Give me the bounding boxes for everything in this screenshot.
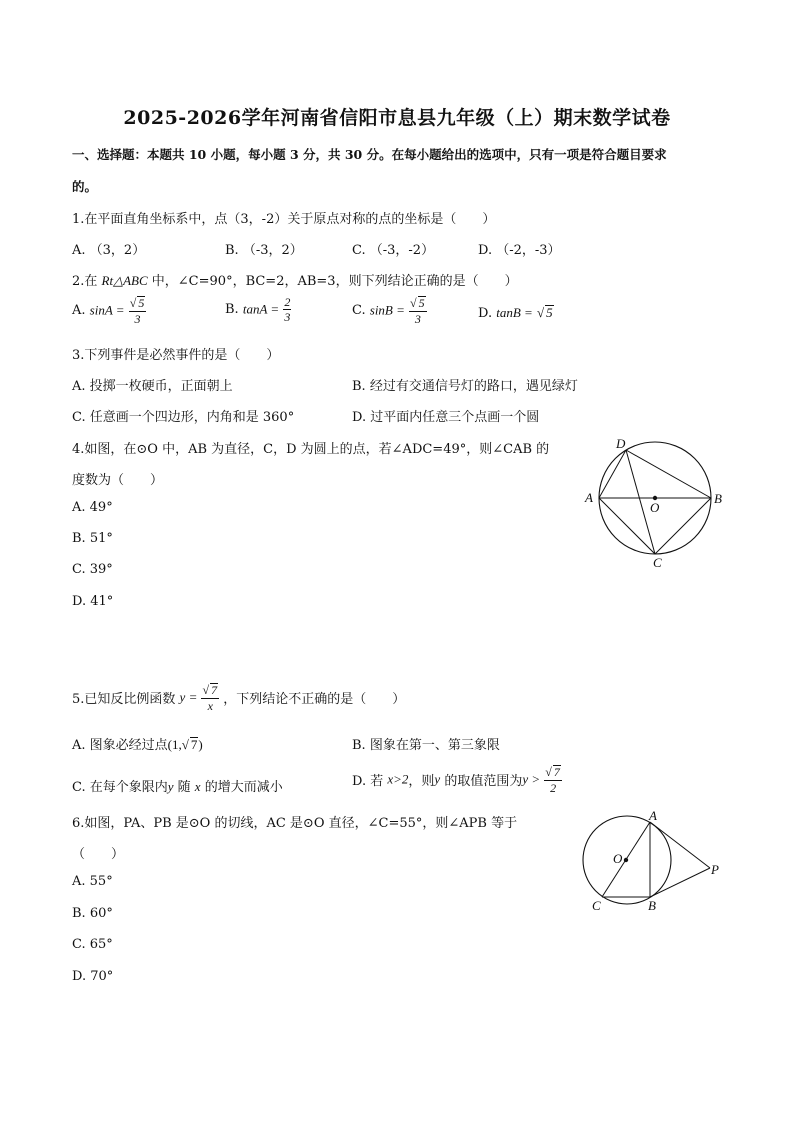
q1-option-a: A. （3，2）: [72, 243, 146, 258]
q5-func-num: 7: [211, 683, 218, 697]
q2-option-b-expr: tanA =: [242, 301, 280, 317]
q5-option-d-mid: ，则: [408, 774, 435, 790]
q2-option-a-label: A.: [72, 303, 86, 319]
q2-option-b-fraction: [283, 296, 291, 323]
q5-option-c-pre: C. 在每个象限内: [72, 780, 168, 795]
q2-option-c-expr: sinB =: [369, 302, 405, 318]
q2-stem: [72, 270, 518, 289]
q5-option-c-x: x: [194, 779, 201, 794]
q4-option-d: D. 41°: [72, 594, 114, 609]
q3-option-b: B. 经过有交通信号灯的路口，遇见绿灯: [352, 379, 578, 394]
q4-option-c: C. 39°: [72, 562, 113, 577]
section-header-line2: 的。: [72, 179, 98, 194]
q2-option-a-fraction: $\frac{√ 5}{3}$: [129, 296, 145, 327]
q2-option-c: [352, 296, 427, 325]
q4-label-c: C: [653, 555, 662, 570]
q2-stem-triangle: Rt△ABC: [101, 273, 148, 288]
q2-option-a: [72, 296, 146, 325]
q1-stem: 1.在平面直角坐标系中，点（3，-2）关于原点对称的点的坐标是（ ）: [72, 212, 496, 227]
q6-option-c: C. 65°: [72, 937, 113, 952]
q2-option-b-label: B.: [225, 302, 239, 317]
q4-label-b: B: [714, 491, 722, 506]
q2-option-d-rad: 5: [546, 305, 553, 320]
q1-option-c: C. （-3，-2）: [352, 243, 435, 258]
q4-circle-figure: [580, 436, 730, 572]
q2-option-a-den: 3: [134, 312, 141, 327]
q2-option-d-expr: tanB =: [496, 305, 533, 320]
q4-stem-line1: 4.如图，在⊙O 中，AB 为直径，C，D 为圆上的点，若∠ADC=49°，则∠CAB 的: [72, 442, 550, 457]
q6-tangent-figure: [580, 808, 730, 916]
q2-stem-pre: 2.在: [72, 274, 102, 289]
q5-option-a-text: A. 图象必经过点: [72, 738, 168, 753]
q5-option-a: A. 图象必经过点(1,√ 7): [72, 737, 203, 753]
q4-segment-da: [599, 450, 626, 498]
q6-label-c: C: [592, 898, 601, 913]
q3-stem: 3.下列事件是必然事件的是（ ）: [72, 348, 280, 363]
q5-option-d-ineq: y >: [522, 771, 541, 787]
q6-stem: 6.如图，PA、PB 是⊙O 的切线，AC 是⊙O 直径，∠C=55°，则∠APB 等于: [72, 816, 518, 831]
q5-option-c-post: 的增大而减小: [200, 780, 283, 795]
q6-tangent-pa: [650, 822, 710, 868]
q5-option-d-y: y: [434, 771, 441, 787]
q5-option-d-range: 的取值范围为: [440, 774, 523, 790]
q5-option-d-pre: D. 若: [352, 774, 388, 790]
q6-label-o: O: [613, 851, 623, 866]
q5-option-b: B. 图象在第一、第三象限: [352, 738, 500, 753]
q5-option-d-num: 7: [553, 765, 560, 779]
q4-segment-db: [626, 450, 711, 498]
section-header-line1: 一、选择题：本题共 10 小题，每小题 3 分，共 30 分。在每小题给出的选项中，只有一项是符合题目要求: [72, 147, 667, 162]
q2-option-b-den: 3: [284, 310, 291, 324]
q2-option-a-expr: sinA =: [89, 302, 125, 318]
q5-option-c: [72, 776, 283, 795]
q4-label-d: D: [616, 436, 626, 451]
q5-stem: [72, 683, 405, 712]
q2-option-d-label: D.: [478, 306, 493, 321]
q2-option-b-num: 2: [284, 295, 291, 309]
q5-option-a-point-pre: (1,: [167, 737, 182, 752]
q3-option-a: A. 投掷一枚硬币，正面朝上: [72, 379, 233, 394]
q6-option-b: B. 60°: [72, 906, 113, 921]
q5-option-c-mid: 随: [173, 780, 195, 795]
q5-option-d-fraction: $\frac{√ 7}{2}$: [545, 765, 560, 796]
q5-func-fraction: $\frac{√ 7}{x}$: [202, 683, 218, 714]
q2-option-a-num: 5: [138, 296, 145, 310]
page-title: 2025-2026学年河南省信阳市息县九年级（上）期末数学试卷: [123, 107, 671, 129]
q6-tangent-pb: [650, 868, 710, 897]
q4-option-a: A. 49°: [72, 500, 113, 515]
q3-option-d: D. 过平面内任意三个点画一个圆: [352, 410, 540, 425]
q4-segment-bc: [655, 498, 711, 554]
q2-stem-mid: 中，∠C=90°，BC=2，AB=3，则下列结论正确的是（ ）: [147, 274, 518, 289]
q5-func-y: y =: [179, 689, 198, 705]
q4-stem-line2: 度数为（ ）: [72, 473, 164, 488]
q2-option-c-num: 5: [418, 296, 425, 310]
q5-stem-post: ，下列结论不正确的是（ ）: [223, 692, 406, 708]
q6-paren: （ ）: [72, 847, 125, 862]
q4-segment-ac: [599, 498, 655, 554]
q2-option-b: [225, 296, 291, 323]
q6-option-a: A. 55°: [72, 874, 113, 889]
q1-option-b: B. （-3，2）: [225, 243, 303, 258]
q3-option-c: C. 任意画一个四边形，内角和是 360°: [72, 410, 295, 425]
q5-option-a-point-post: ): [198, 737, 203, 752]
q4-label-o: O: [650, 500, 660, 515]
q5-option-c-y: y: [167, 779, 174, 794]
q2-option-c-den: 3: [414, 312, 421, 327]
q6-label-p: P: [711, 862, 719, 877]
q2-option-c-label: C.: [352, 303, 366, 319]
q5-stem-pre: 5.已知反比例函数: [72, 692, 176, 708]
q5-func-den: x: [207, 699, 213, 714]
q5-option-d-cond: x>2: [387, 771, 409, 787]
q2-option-d: D. tanB = √ 5: [478, 305, 553, 321]
q1-option-d: D. （-2，-3）: [478, 243, 561, 258]
q6-label-b: B: [648, 898, 656, 913]
q5-option-d: [352, 765, 562, 794]
q6-option-d: D. 70°: [72, 969, 114, 984]
q2-option-c-fraction: $\frac{√ 5}{3}$: [410, 296, 425, 327]
q6-center-point: [624, 858, 628, 862]
q5-option-a-point-rad: 7: [190, 737, 198, 752]
q4-label-a: A: [585, 490, 593, 505]
q4-option-b: B. 51°: [72, 531, 113, 546]
q6-label-a: A: [649, 808, 657, 823]
q5-option-d-den: 2: [550, 781, 557, 796]
